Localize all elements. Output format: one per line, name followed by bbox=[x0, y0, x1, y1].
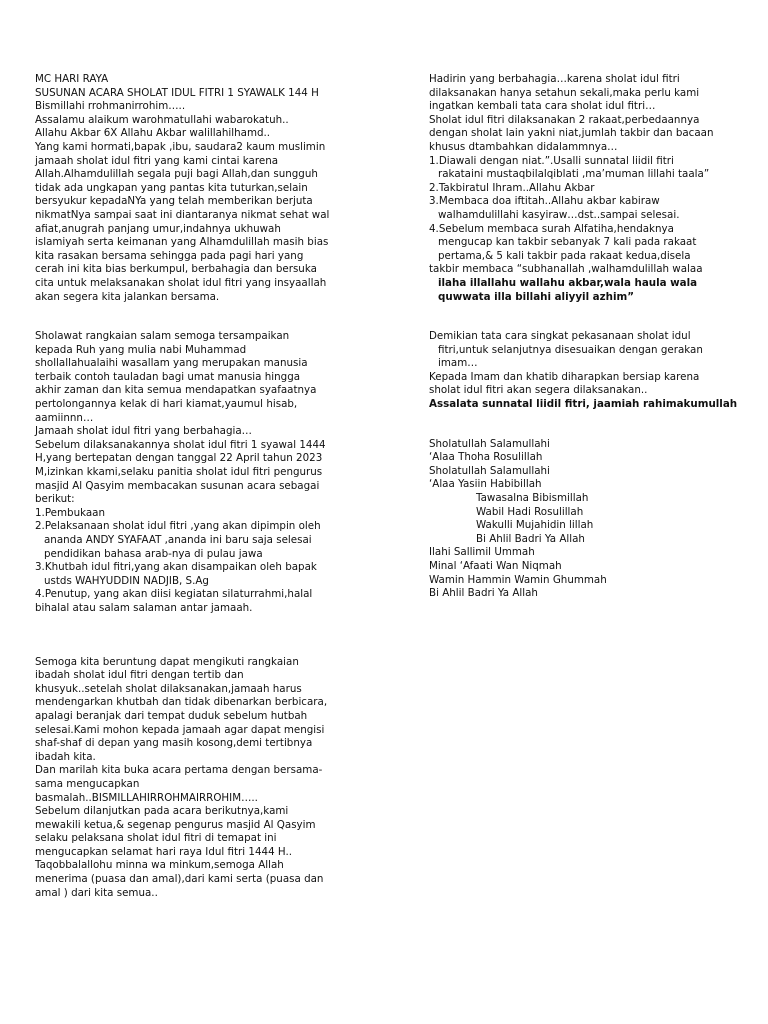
text-line: masjid Al Qasyim membacakan susunan acara sebagai bbox=[35, 479, 320, 492]
text-line: kita rasakan bersama sehingga pada pagi hari yang bbox=[35, 249, 304, 262]
lyric-line: Wakulli Mujahidin lillah bbox=[476, 519, 594, 532]
text-line: Allahu Akbar 6X Allahu Akbar walillahilhamd.. bbox=[35, 127, 271, 140]
text-line: Demikian tata cara singkat pekasanaan sholat idul bbox=[429, 330, 691, 343]
text-line: Sebelum dilaksanakannya sholat idul fitri 1 syawal 1444 bbox=[35, 438, 326, 451]
text-line: mengucapkan selamat hari raya Idul fitri 1444 H.. bbox=[35, 845, 293, 858]
closing-paragraph bbox=[35, 656, 375, 901]
text-line: akan segera kita jalankan bersama. bbox=[35, 290, 220, 303]
agenda-item: 2.Pelaksanaan sholat idul fitri ,yang akan dipimpin oleh bbox=[35, 520, 321, 533]
text-line: Yang kami hormati,bapak ,ibu, saudara2 kaum muslimin bbox=[35, 140, 326, 153]
text-line: mewakili ketua,& segenap pengurus masjid Al Qasyim bbox=[35, 818, 316, 831]
takbir-recitation: ilaha illallahu wallahu akbar,wala haula wala bbox=[438, 276, 698, 289]
agenda-item: 3.Khutbah idul fitri,yang akan disampaikan oleh bapak bbox=[35, 561, 317, 574]
procedure-paragraph bbox=[429, 73, 764, 304]
text-line: akhir zaman dan kita semua mendapatkan syafaatnya bbox=[35, 384, 317, 397]
agenda-item-continuation: ustds WAHYUDDIN NADJIB, S.Ag bbox=[44, 574, 209, 587]
text-line: kepada Ruh yang mulia nabi Muhammad bbox=[35, 343, 247, 356]
text-line: islamiyah serta keimanan yang Alhamdulillah masih bias bbox=[35, 236, 329, 249]
text-line: cerah ini kita bias berkumpul, berbahagia dan bersuka bbox=[35, 263, 317, 276]
lyric-line: Sholatullah Salamullahi bbox=[429, 437, 550, 450]
text-line: nikmatNya sampai saat ini diantaranya nikmat sehat wal bbox=[35, 208, 330, 221]
text-line: Sholat idul fitri dilaksanakan 2 rakaat,perbedaannya bbox=[429, 113, 700, 126]
lyric-line: Wamin Hammin Wamin Ghummah bbox=[429, 573, 607, 586]
text-line: basmalah..BISMILLAHIRROHMAIRROHIM….. bbox=[35, 791, 258, 804]
text-line: selesai.Kami mohon kepada jamaah agar dapat mengisi bbox=[35, 723, 325, 736]
agenda-item-continuation: ananda ANDY SYAFAAT ,ananda ini baru saja selesai bbox=[44, 534, 312, 546]
text-line: shaf-shaf di depan yang masih kosong,demi tertibnya bbox=[35, 737, 313, 750]
text-line: Dan marilah kita buka acara pertama dengan bersama- bbox=[35, 764, 323, 777]
prayer-call: Assalata sunnatal liidil fitri, jaamiah rahimakumullah bbox=[429, 398, 738, 411]
text-line: dilaksanakan hanya setahun sekali,maka perlu kami bbox=[429, 86, 700, 99]
text-line: ingatkan kembali tata cara sholat idul fitri… bbox=[429, 100, 656, 113]
text-line: menerima (puasa dan amal),dari kami serta (puasa dan bbox=[35, 873, 324, 886]
procedure-step-continuation: pertama,& 5 kali takbir pada rakaat kedua,disela bbox=[438, 249, 691, 262]
lyric-line: Wabil Hadi Rosulillah bbox=[476, 505, 584, 518]
text-line: Taqobbalallohu minna wa minkum,semoga Allah bbox=[35, 859, 284, 872]
text-line: mendengarkan khutbah dan tidak dibenarkan berbicara, bbox=[35, 696, 328, 709]
procedure-step-continuation: walhamdulillahi kasyiraw…dst..sampai selesai. bbox=[438, 208, 680, 221]
opening-paragraph bbox=[35, 73, 375, 304]
text-line: jamaah sholat idul fitri yang kami cintai karena bbox=[35, 154, 279, 167]
doc-subtitle: SUSUNAN ACARA SHOLAT IDUL FITRI 1 SYAWALK 144 H bbox=[35, 86, 319, 99]
text-line: khusyuk..setelah sholat dilaksanakan,jamaah harus bbox=[35, 682, 302, 695]
text-line: sholat idul fitri akan segera dilaksanakan.. bbox=[429, 384, 648, 397]
text-line: Semoga kita beruntung dapat mengikuti rangkaian bbox=[35, 655, 299, 668]
procedure-step-continuation: mengucap kan takbir sebanyak 7 kali pada rakaat bbox=[438, 236, 697, 249]
right-column bbox=[429, 73, 764, 601]
text-line: shollallahualaihi wasallam yang merupakan manusia bbox=[35, 357, 308, 370]
text-line: Bismillahi rrohmanirrohim….. bbox=[35, 100, 186, 113]
text-line: Allah.Alhamdulillah segala puji bagi Allah,dan sungguh bbox=[35, 168, 318, 181]
text-line: ibadah sholat idul fitri dengan tertib dan bbox=[35, 669, 244, 682]
text-line: Assalamu alaikum warohmatullahi wabarokatuh.. bbox=[35, 113, 289, 126]
lyric-line: ‘Alaa Yasiin Habibillah bbox=[429, 478, 542, 491]
text-line: cita untuk melaksanakan sholat idul fitri yang insyaallah bbox=[35, 276, 327, 289]
sholawat-and-agenda-paragraph bbox=[35, 330, 375, 615]
text-line: Sebelum dilanjutkan pada acara berikutnya,kami bbox=[35, 805, 289, 818]
takbir-recitation: quwwata illa billahi aliyyil azhim” bbox=[438, 290, 634, 303]
text-line: Hadirin yang berbahagia…karena sholat idul fitri bbox=[429, 73, 680, 85]
text-line: afiat,anugrah panjang umur,indahnya ukhuwah bbox=[35, 222, 281, 235]
text-line: bersyukur kepadaNYa yang telah memberikan berjuta bbox=[35, 195, 313, 208]
text-line: aamiinnn… bbox=[35, 411, 94, 424]
agenda-item: 4.Penutup, yang akan diisi kegiatan silaturrahmi,halal bbox=[35, 588, 313, 601]
text-line: ibadah kita. bbox=[35, 750, 96, 763]
procedure-step-continuation: rakataini mustaqbilalqiblati ,ma’muman lillahi taala” bbox=[438, 168, 710, 181]
procedure-step: 2.Takbiratul Ihram..Allahu Akbar bbox=[429, 181, 595, 194]
lyric-line: Ilahi Sallimil Ummah bbox=[429, 546, 535, 559]
text-line: Kepada Imam dan khatib diharapkan bersiap karena bbox=[429, 370, 700, 383]
text-line: Jamaah sholat idul fitri yang berbahagia… bbox=[35, 425, 252, 438]
doc-title: MC HARI RAYA bbox=[35, 73, 109, 85]
lyric-line: ‘Alaa Thoha Rosulillah bbox=[429, 451, 543, 464]
closing-instructions-paragraph bbox=[429, 330, 764, 412]
lyric-line: Tawasalna Bibismillah bbox=[476, 492, 589, 505]
agenda-item-continuation: pendidikan bahasa arab-nya di pulau jawa bbox=[44, 547, 263, 560]
lyric-line: Sholatullah Salamullahi bbox=[429, 464, 550, 477]
text-line: terbaik contoh tauladan bagi umat manusia hingga bbox=[35, 370, 301, 383]
procedure-step: 1.Diawali dengan niat.”.Usalli sunnatal liidil fitri bbox=[429, 154, 674, 167]
text-line: M,izinkan kkami,selaku panitia sholat idul fitri pengurus bbox=[35, 466, 323, 479]
text-line: fitri,untuk selanjutnya disesuaikan dengan gerakan bbox=[438, 343, 703, 356]
text-line: bihalal atau salam salaman antar jamaah. bbox=[35, 601, 253, 614]
text-line: khusus dtambahkan didalammnya… bbox=[429, 140, 618, 153]
sholawat-lyrics bbox=[429, 438, 764, 601]
text-line: berikut: bbox=[35, 493, 75, 506]
lyric-line: Bi Ahlil Badri Ya Allah bbox=[476, 532, 585, 545]
text-line: Sholawat rangkaian salam semoga tersampaikan bbox=[35, 330, 290, 343]
text-line: pertolongannya kelak di hari kiamat,yaumul hisab, bbox=[35, 398, 298, 411]
lyric-line: Minal ‘Afaati Wan Niqmah bbox=[429, 560, 562, 572]
text-line: apalagi beranjak dari tempat duduk sebelum hutbah bbox=[35, 709, 308, 722]
text-line: tidak ada ungkapan yang pantas kita tuturkan,selain bbox=[35, 181, 308, 194]
procedure-step: 4.Sebelum membaca surah Alfatiha,hendaknya bbox=[429, 222, 674, 235]
agenda-item: 1.Pembukaan bbox=[35, 506, 106, 519]
text-line: dengan sholat lain yakni niat,jumlah takbir dan bacaan bbox=[429, 127, 714, 140]
text-line: takbir membaca “subhanallah ,walhamdulillah walaa bbox=[429, 263, 703, 276]
lyric-line: Bi Ahlil Badri Ya Allah bbox=[429, 587, 538, 600]
text-line: H,yang bertepatan dengan tanggal 22 April tahun 2023 bbox=[35, 452, 323, 465]
text-line: amal ) dari kita semua.. bbox=[35, 886, 158, 899]
procedure-step: 3.Membaca doa iftitah..Allahu akbar kabiraw bbox=[429, 195, 660, 208]
text-line: sama mengucapkan bbox=[35, 777, 140, 790]
text-line: imam… bbox=[438, 357, 478, 370]
text-line: selaku pelaksana sholat idul fitri di temapat ini bbox=[35, 832, 277, 845]
left-column bbox=[35, 73, 375, 900]
